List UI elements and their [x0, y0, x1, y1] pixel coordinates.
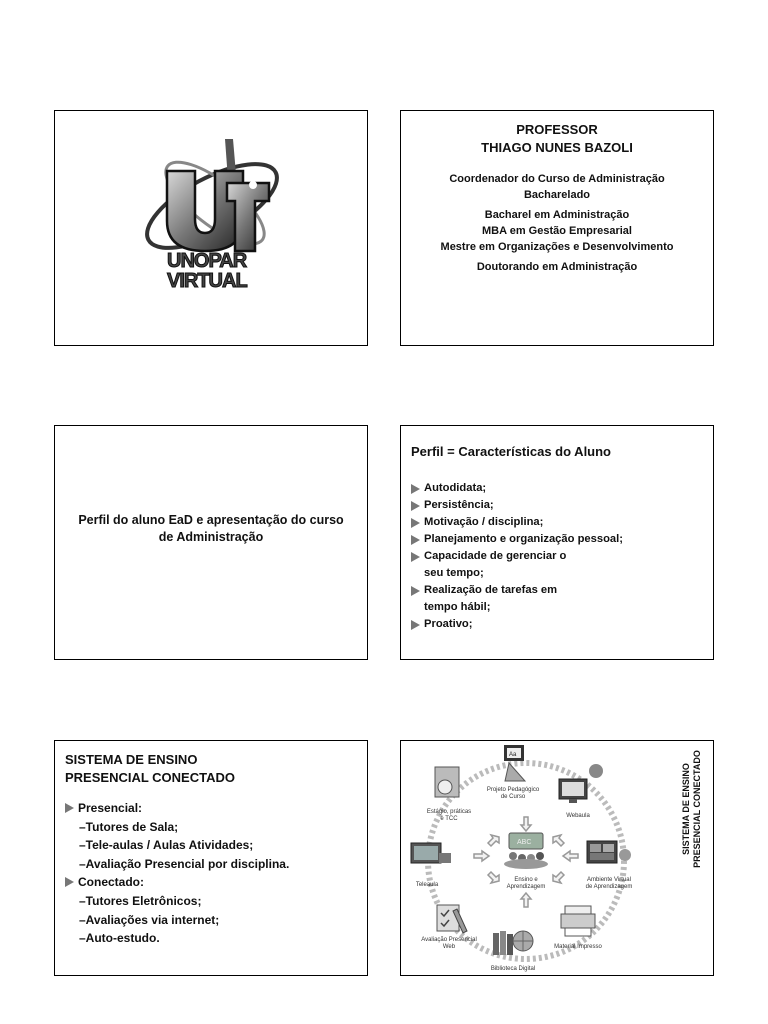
diagram-label-teleaula: Teleaula [415, 882, 439, 888]
list-item-continuation: tempo hábil; [424, 601, 491, 613]
list-item: Capacidade de gerenciar o [411, 548, 623, 565]
list-item: –Auto-estudo. [79, 931, 160, 946]
bullet-arrow-icon [411, 518, 420, 528]
diagram-label-biblioteca: Biblioteca Digital [490, 966, 536, 972]
slide-perfil-intro [54, 425, 368, 660]
clipboard-icon [435, 767, 459, 797]
diagram-label-ambiente: Ambiente Virtual [587, 877, 631, 883]
slide-professor [400, 110, 714, 346]
slide-heading [65, 512, 357, 546]
checklist-icon [437, 905, 467, 933]
bullet-arrow-icon [411, 620, 420, 630]
diagram-label-ambiente: de Aprendizagem [585, 884, 633, 890]
svg-text:Aa: Aa [509, 752, 517, 758]
svg-text:ABC: ABC [517, 839, 532, 846]
professor-title: PROFESSOR [516, 122, 598, 137]
unopar-virtual-logo [55, 111, 366, 344]
slide-perfil-caracteristicas [400, 425, 714, 660]
diagram-label-estagio: e TCC [440, 816, 458, 822]
list-item: Realização de tarefas em [411, 582, 623, 599]
center-label: Aprendizagem [506, 884, 546, 890]
credential-line: MBA em Gestão Empresarial [482, 225, 632, 237]
slide-title: Perfil = Características do Aluno [411, 444, 612, 459]
list-item: Planejamento e organização pessoal; [411, 531, 623, 548]
list-item: Proativo; [411, 616, 623, 633]
bullet-arrow-icon [411, 484, 420, 494]
professor-name: THIAGO NUNES BAZOLI [481, 140, 633, 155]
bullet-arrow-icon [411, 501, 420, 511]
diagram-label-projeto: Projeto Pedagógico [486, 787, 540, 793]
list-item: Motivação / disciplina; [411, 514, 623, 531]
slide-diagram [400, 740, 714, 976]
diagram-label-projeto: de Curso [500, 794, 526, 800]
list-group: Presencial: [65, 799, 289, 818]
list-item: –Tutores de Sala; [79, 819, 179, 834]
library-books-icon [493, 931, 533, 955]
center-label: Ensino e [514, 877, 538, 883]
professor-credentials [401, 171, 713, 275]
diagram-label-material: Material Impresso [554, 944, 602, 950]
logo-text-unopar: UNOPAR [167, 250, 247, 272]
diagram-label-avaliacao: Avaliação Presencial [421, 937, 477, 943]
list-item: Autodidata; [411, 480, 623, 497]
bullet-arrow-icon [65, 803, 74, 813]
slide-logo [54, 110, 368, 346]
credential-line: Bacharel em Administração [484, 209, 630, 221]
computer-icon [587, 841, 631, 863]
system-list [65, 799, 289, 948]
learning-cycle-diagram [401, 741, 712, 974]
heading-line: Perfil do aluno EaD e apresentação do curso [78, 513, 344, 527]
list-item: –Tele-aulas / Aulas Atividades; [79, 838, 254, 853]
printer-icon [561, 906, 595, 936]
logo-text-virtual: VIRTUAL [167, 270, 247, 292]
list-item: Persistência; [411, 497, 623, 514]
vertical-title: PRESENCIAL CONECTADO [692, 750, 702, 868]
slide-sistema-ensino [54, 740, 368, 976]
slide-title: SISTEMA DE ENSINO PRESENCIAL CONECTADO [65, 752, 235, 785]
bullet-arrow-icon [411, 552, 420, 562]
bullet-arrow-icon [65, 877, 74, 887]
list-item-continuation: seu tempo; [424, 567, 484, 579]
classroom-icon [504, 833, 548, 869]
list-item: –Avaliações via internet; [79, 912, 220, 927]
diagram-label-estagio: Estágio, práticas [426, 809, 472, 815]
vertical-title: SISTEMA DE ENSINO [681, 763, 691, 855]
characteristics-list [411, 480, 623, 633]
diagram-label-avaliacao: Web [442, 944, 456, 950]
professor-heading [401, 121, 713, 157]
diagram-label-webaula: Webaula [566, 813, 590, 819]
credential-line: Bacharelado [523, 189, 591, 201]
tv-icon [411, 843, 451, 863]
credential-line: Doutorando em Administração [476, 261, 638, 273]
list-group: Conectado: [65, 873, 289, 892]
credential-line: Mestre em Organizações e Desenvolvimento [440, 241, 674, 253]
list-item: –Avaliação Presencial por disciplina. [79, 856, 290, 871]
bullet-arrow-icon [411, 586, 420, 596]
bullet-arrow-icon [411, 535, 420, 545]
list-item: –Tutores Eletrônicos; [79, 893, 202, 908]
heading-line: de Administração [158, 530, 264, 544]
credential-line: Coordenador do Curso de Administração [449, 173, 665, 185]
